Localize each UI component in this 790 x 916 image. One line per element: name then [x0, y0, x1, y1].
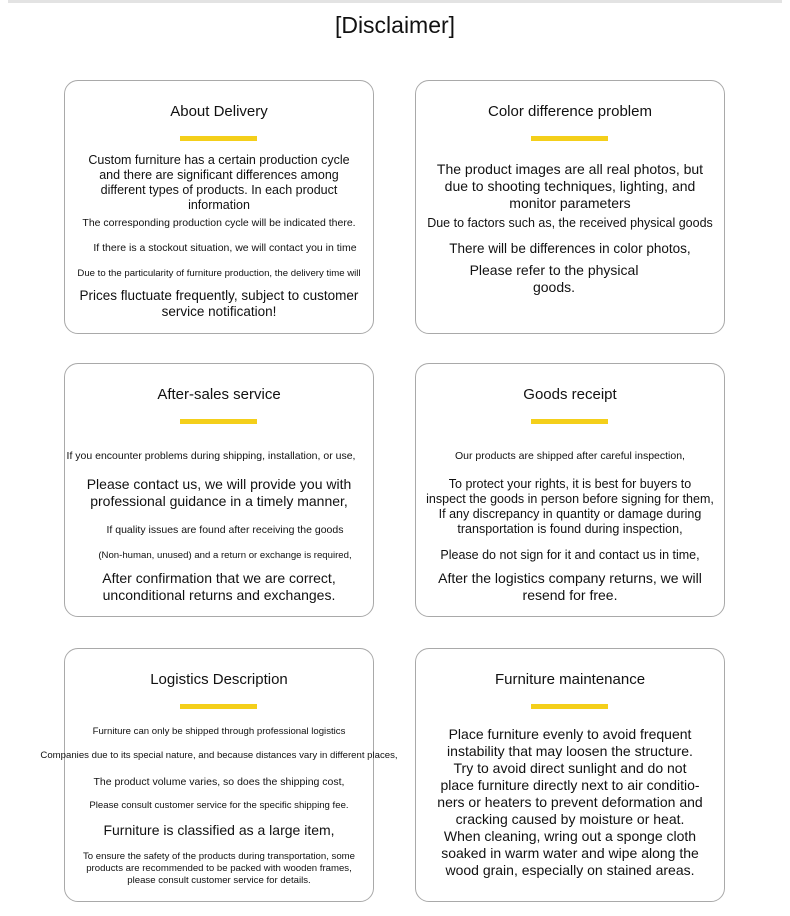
accent-bar	[531, 419, 608, 424]
card-text: products are recommended to be packed with wooden frames,	[86, 863, 352, 874]
accent-bar	[180, 419, 257, 424]
card-text: due to shooting techniques, lighting, and	[444, 178, 696, 194]
card-title: Color difference problem	[488, 103, 652, 120]
card-text: soaked in warm water and wipe along the	[441, 845, 699, 861]
card-text: professional guidance in a timely manner,	[90, 493, 348, 509]
card-text: Try to avoid direct sunlight and do not	[453, 760, 687, 776]
card-title: Goods receipt	[523, 386, 617, 403]
card-text: instability that may loosen the structure.	[447, 743, 693, 759]
card-goods-receipt	[415, 363, 725, 617]
card-text: service notification!	[161, 304, 277, 319]
card-text: Custom furniture has a certain production cycle	[88, 153, 350, 167]
card-logistics	[40, 648, 398, 902]
card-text: resend for free.	[522, 587, 618, 603]
card-text: Please do not sign for it and contact us in time,	[440, 548, 700, 562]
card-text: If there is a stockout situation, we will contact you in time	[93, 242, 357, 254]
card-text: Prices fluctuate frequently, subject to customer	[79, 288, 359, 303]
card-title: After-sales service	[157, 386, 281, 403]
card-title: Furniture maintenance	[494, 671, 646, 688]
card-text: Furniture can only be shipped through professional logistics	[92, 726, 346, 737]
card-text: goods.	[532, 279, 576, 295]
card-text: After the logistics company returns, we will	[438, 570, 702, 586]
card-text: When cleaning, wring out a sponge cloth	[443, 828, 697, 844]
card-text: The product images are all real photos, but	[436, 161, 704, 177]
card-furniture-maintenance	[415, 648, 725, 902]
card-text: Due to the particularity of furniture production, the delivery time will	[77, 268, 361, 279]
card-text: Furniture is classified as a large item,	[103, 822, 335, 838]
card-text: transportation is found during inspection,	[457, 522, 683, 536]
card-text: and there are significant differences among	[99, 168, 339, 182]
card-text: Due to factors such as, the received physical goods	[427, 216, 713, 230]
top-divider	[8, 0, 782, 3]
card-text: Our products are shipped after careful inspection,	[455, 450, 685, 462]
card-text: If quality issues are found after receiving the goods	[106, 524, 344, 536]
card-text: information	[188, 198, 250, 212]
card-after-sales	[64, 363, 374, 617]
card-color-difference	[415, 80, 725, 334]
card-text: wood grain, especially on stained areas.	[445, 862, 695, 878]
card-text: (Non-human, unused) and a return or exchange is required,	[98, 550, 352, 561]
card-text: The product volume varies, so does the shipping cost,	[93, 776, 345, 788]
card-text: monitor parameters	[509, 195, 631, 211]
card-text: There will be differences in color photos,	[449, 241, 691, 256]
accent-bar	[531, 136, 608, 141]
accent-bar	[531, 704, 608, 709]
card-text: After confirmation that we are correct,	[102, 570, 336, 586]
card-text: please consult customer service for details.	[127, 875, 311, 886]
accent-bar	[180, 704, 257, 709]
card-text: Place furniture evenly to avoid frequent	[448, 726, 692, 742]
card-text: Please contact us, we will provide you with	[86, 476, 352, 492]
card-text: To protect your rights, it is best for buyers to	[448, 477, 692, 491]
card-text: If you encounter problems during shipping, installation, or use,	[66, 450, 356, 462]
card-text: place furniture directly next to air conditio-	[440, 777, 700, 793]
card-text: inspect the goods in person before signing for them,	[426, 492, 714, 506]
card-text: Companies due to its special nature, and because distances vary in different places,	[40, 750, 398, 761]
card-text: Please consult customer service for the specific shipping fee.	[89, 800, 349, 811]
card-text: cracking caused by moisture or heat.	[455, 811, 685, 827]
card-text: To ensure the safety of the products during transportation, some	[83, 851, 355, 862]
card-text: The corresponding production cycle will be indicated there.	[82, 217, 356, 229]
card-text: ners or heaters to prevent deformation and	[437, 794, 703, 810]
card-text: If any discrepancy in quantity or damage during	[438, 507, 702, 521]
card-text: different types of products. In each product	[100, 183, 338, 197]
card-title: Logistics Description	[150, 671, 288, 688]
accent-bar	[180, 136, 257, 141]
card-title: About Delivery	[170, 103, 268, 120]
card-text: unconditional returns and exchanges.	[102, 587, 336, 603]
page-title: [Disclaimer]	[334, 12, 456, 38]
card-about-delivery	[64, 80, 374, 334]
card-text: Please refer to the physical	[469, 262, 639, 278]
